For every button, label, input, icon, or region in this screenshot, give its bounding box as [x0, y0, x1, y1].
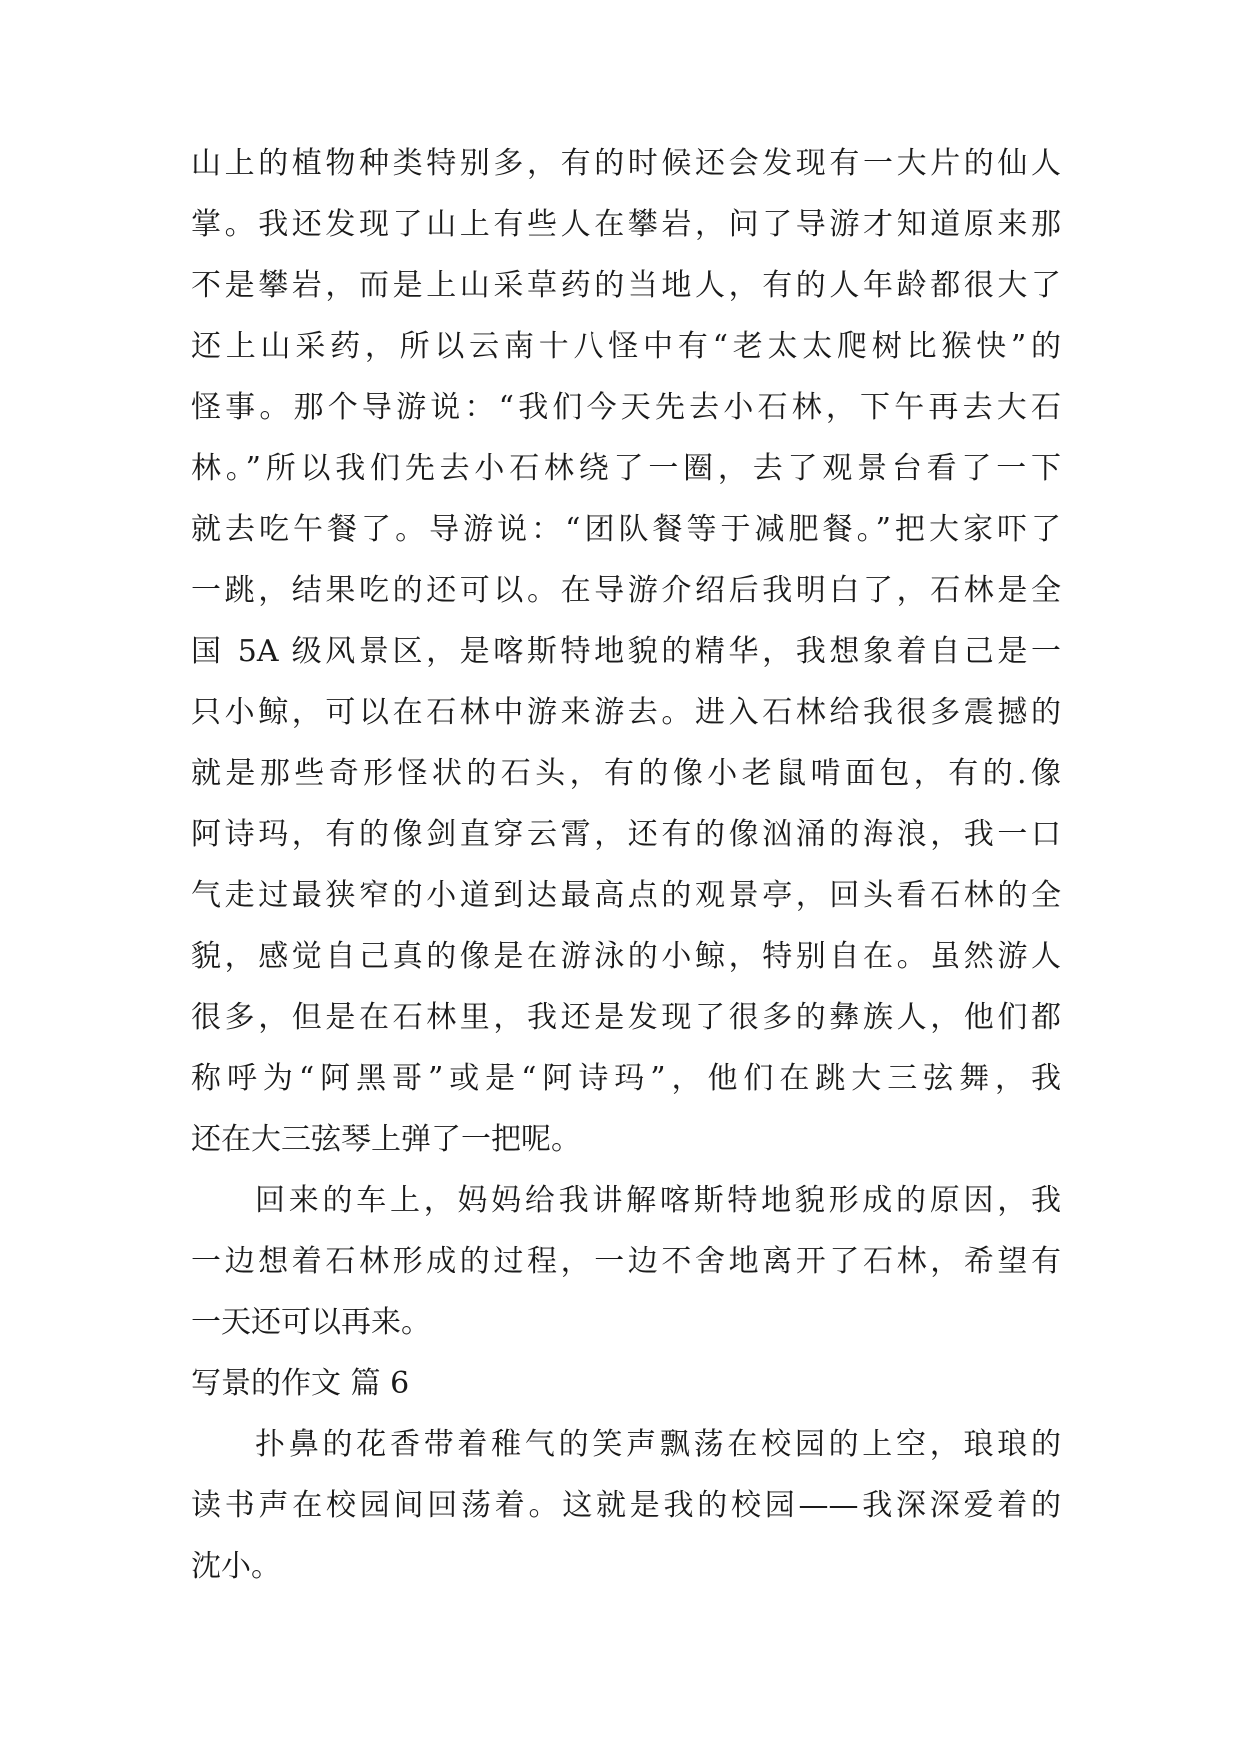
- text-line: 不是攀岩，而是上山采草药的当地人，有的人年龄都很大了: [191, 268, 1061, 303]
- text-line: 山上的植物种类特别多，有的时候还会发现有一大片的仙人: [191, 146, 1061, 181]
- section-heading: 写景的作文 篇 6: [191, 1366, 410, 1401]
- text-line: 还上山采药，所以云南十八怪中有“老太太爬树比猴快”的: [191, 329, 1061, 364]
- text-line: 气走过最狭窄的小道到达最高点的观景亭，回头看石林的全: [191, 878, 1061, 913]
- text-line: 怪事。那个导游说：“我们今天先去小石林，下午再去大石: [191, 390, 1061, 425]
- text-line: 阿诗玛，有的像剑直穿云霄，还有的像汹涌的海浪，我一口: [191, 817, 1061, 852]
- text-line: 掌。我还发现了山上有些人在攀岩，问了导游才知道原来那: [191, 207, 1061, 242]
- text-line: 读书声在校园间回荡着。这就是我的校园——我深深爱着的: [191, 1488, 1061, 1523]
- text-line: 称呼为“阿黑哥”或是“阿诗玛”，他们在跳大三弦舞，我: [191, 1061, 1061, 1096]
- text-line: 一边想着石林形成的过程，一边不舍地离开了石林，希望有: [191, 1244, 1061, 1279]
- text-line: 林。”所以我们先去小石林绕了一圈，去了观景台看了一下: [191, 451, 1061, 486]
- text-line: 扑鼻的花香带着稚气的笑声飘荡在校园的上空，琅琅的: [255, 1427, 1061, 1462]
- text-line: 就是那些奇形怪状的石头，有的像小老鼠啃面包，有的.像: [191, 756, 1061, 791]
- paragraph-return-trip: [191, 1170, 1061, 1353]
- text-line: 一跳，结果吃的还可以。在导游介绍后我明白了，石林是全: [191, 573, 1061, 608]
- paragraph-shilin-trip: [191, 133, 1061, 1170]
- paragraph-campus: [191, 1414, 1061, 1597]
- text-line: 貌，感觉自己真的像是在游泳的小鲸，特别自在。虽然游人: [191, 939, 1061, 974]
- text-line: 还在大三弦琴上弹了一把呢。: [191, 1122, 581, 1157]
- text-line: 一天还可以再来。: [191, 1305, 431, 1340]
- text-line: 国 5A 级风景区，是喀斯特地貌的精华，我想象着自己是一: [191, 634, 1061, 669]
- text-line: 很多，但是在石林里，我还是发现了很多的彝族人，他们都: [191, 1000, 1061, 1035]
- document-page: [191, 133, 1061, 1597]
- text-line: 只小鲸，可以在石林中游来游去。进入石林给我很多震撼的: [191, 695, 1061, 730]
- text-line: 回来的车上，妈妈给我讲解喀斯特地貌形成的原因，我: [255, 1183, 1061, 1218]
- text-line: 就去吃午餐了。导游说：“团队餐等于减肥餐。”把大家吓了: [191, 512, 1061, 547]
- text-line: 沈小。: [191, 1549, 281, 1584]
